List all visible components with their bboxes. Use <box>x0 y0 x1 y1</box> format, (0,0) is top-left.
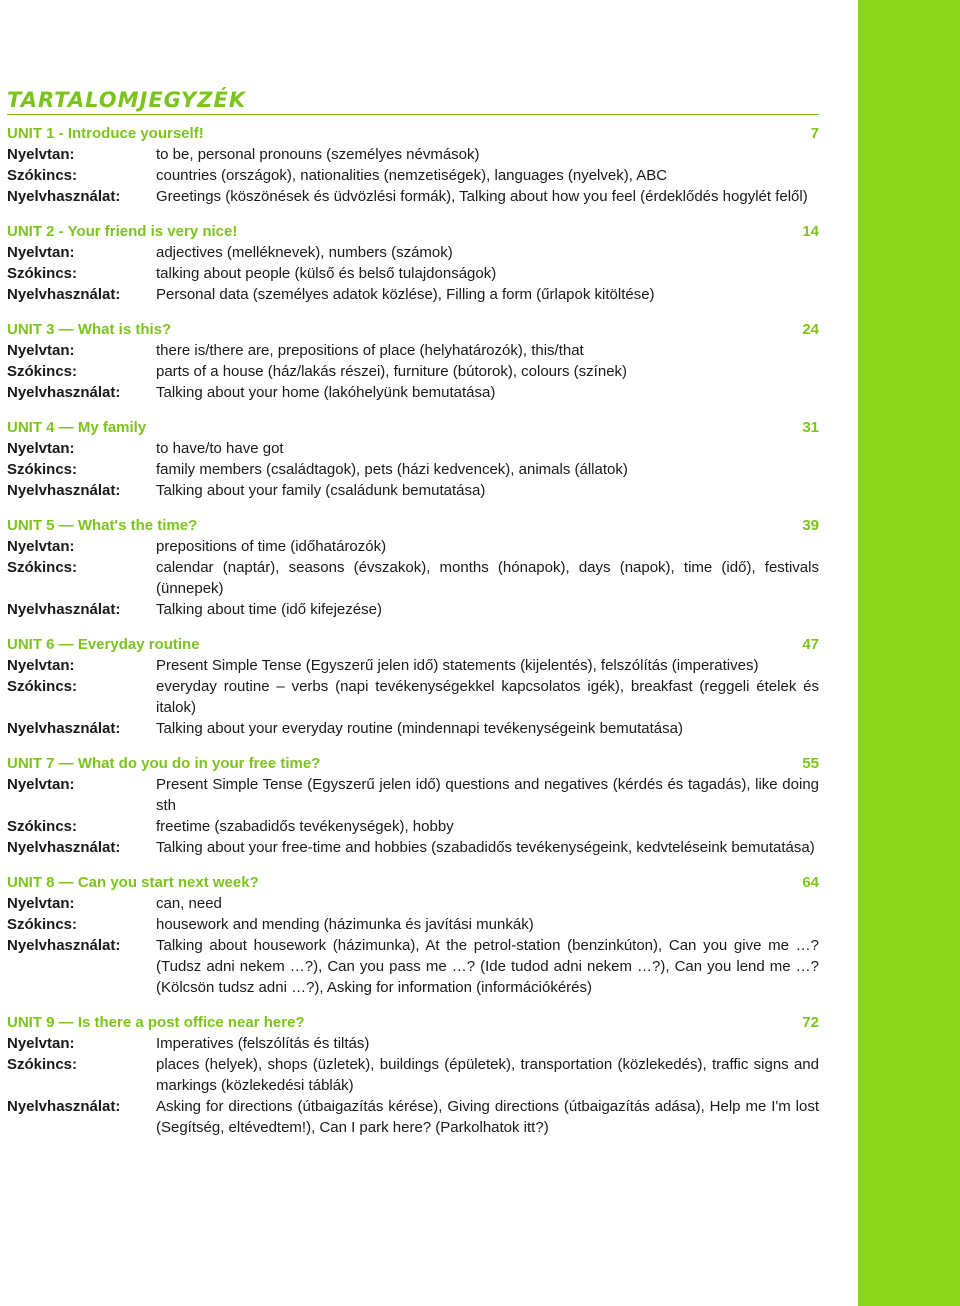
unit-detail-row <box>7 438 819 459</box>
row-text: adjectives (melléknevek), numbers (számok) <box>156 244 453 261</box>
row-label: Szókincs: <box>7 461 78 478</box>
row-label: Nyelvhasználat: <box>7 286 121 303</box>
row-text: Talking about your home (lakóhelyünk bemutatása) <box>156 384 496 401</box>
unit-detail-row <box>7 893 819 914</box>
unit-detail-row <box>7 242 819 263</box>
unit-page-number: 39 <box>802 517 819 534</box>
unit-heading[interactable] <box>7 417 819 438</box>
row-label: Nyelvtan: <box>7 657 75 674</box>
row-label: Szókincs: <box>7 818 78 835</box>
row-text: Personal data (személyes adatok közlése), Filling a form (űrlapok kitöltése) <box>156 286 655 303</box>
toc-entry <box>7 753 819 858</box>
unit-detail-row <box>7 361 819 382</box>
row-text: to have/to have got <box>156 440 284 457</box>
unit-page-number: 31 <box>802 419 819 436</box>
row-text: there is/there are, prepositions of place (helyhatározók), this/that <box>156 342 584 359</box>
row-label: Nyelvtan: <box>7 1035 75 1052</box>
row-label: Szókincs: <box>7 559 78 576</box>
unit-page-number: 64 <box>802 874 819 891</box>
row-text: prepositions of time (időhatározók) <box>156 538 387 555</box>
unit-detail-row <box>7 340 819 361</box>
unit-detail-row <box>7 599 819 620</box>
toc-entry <box>7 221 819 305</box>
row-text: Talking about time (idő kifejezése) <box>156 601 382 618</box>
unit-detail-row <box>7 837 819 858</box>
unit-heading[interactable] <box>7 1012 819 1033</box>
row-text: talking about people (külső és belső tulajdonságok) <box>156 265 497 282</box>
unit-page-number: 7 <box>810 125 819 142</box>
row-text: Present Simple Tense (Egyszerű jelen idő) questions and negatives (kérdés és tagadás), like doing sth <box>156 776 819 814</box>
unit-detail-row <box>7 718 819 739</box>
row-label: Szókincs: <box>7 1056 78 1073</box>
unit-detail-row <box>7 1096 819 1138</box>
row-label: Nyelvtan: <box>7 895 75 912</box>
unit-detail-row <box>7 459 819 480</box>
row-label: Szókincs: <box>7 916 78 933</box>
unit-heading[interactable] <box>7 123 819 144</box>
row-text: housework and mending (házimunka és javítási munkák) <box>156 916 534 933</box>
toc-entry <box>7 123 819 207</box>
unit-detail-row <box>7 816 819 837</box>
row-text: can, need <box>156 895 222 912</box>
unit-title: UNIT 8 — Can you start next week? <box>7 874 259 891</box>
row-text: Talking about your family (családunk bemutatása) <box>156 482 486 499</box>
unit-title: UNIT 5 — What's the time? <box>7 517 198 534</box>
unit-detail-row <box>7 536 819 557</box>
row-label: Nyelvhasználat: <box>7 1098 121 1115</box>
unit-list <box>7 123 819 1138</box>
unit-detail-row <box>7 655 819 676</box>
unit-detail-row <box>7 935 819 998</box>
row-label: Nyelvtan: <box>7 776 75 793</box>
row-text: Imperatives (felszólítás és tiltás) <box>156 1035 370 1052</box>
unit-heading[interactable] <box>7 872 819 893</box>
unit-page-number: 24 <box>802 321 819 338</box>
row-text: Asking for directions (útbaigazítás kérése), Giving directions (útbaigazítás adása), Help me I'm lost (Segítség, eltévedtem!), Can I park here? (Parkolhatok itt?) <box>156 1098 819 1136</box>
unit-detail-row <box>7 480 819 501</box>
unit-heading[interactable] <box>7 515 819 536</box>
unit-title: UNIT 6 — Everyday routine <box>7 636 200 653</box>
row-label: Nyelvhasználat: <box>7 188 121 205</box>
unit-heading[interactable] <box>7 319 819 340</box>
toc-entry <box>7 319 819 403</box>
unit-heading[interactable] <box>7 753 819 774</box>
unit-title: UNIT 7 — What do you do in your free time? <box>7 755 321 772</box>
row-text: Talking about housework (házimunka), At the petrol-station (benzinkúton), Can you give me …? (Tudsz adni nekem …?), Can you pass me …? (Ide tudod adni nekem …?), Can you lend me …? (Kölcsön tudsz adni …?), Asking for information (információkérés) <box>156 937 819 996</box>
unit-title: UNIT 4 — My family <box>7 419 147 436</box>
row-label: Nyelvtan: <box>7 146 75 163</box>
unit-detail-row <box>7 284 819 305</box>
toc-entry <box>7 634 819 739</box>
unit-detail-row <box>7 144 819 165</box>
unit-page-number: 14 <box>802 223 819 240</box>
unit-title: UNIT 2 - Your friend is very nice! <box>7 223 238 240</box>
row-text: Talking about your everyday routine (mindennapi tevékenységeink bemutatása) <box>156 720 683 737</box>
row-text: calendar (naptár), seasons (évszakok), months (hónapok), days (napok), time (idő), festivals (ünnepek) <box>156 559 819 597</box>
row-label: Nyelvhasználat: <box>7 839 121 856</box>
row-label: Nyelvhasználat: <box>7 482 121 499</box>
row-label: Nyelvtan: <box>7 342 75 359</box>
row-label: Szókincs: <box>7 167 78 184</box>
row-label: Nyelvtan: <box>7 244 75 261</box>
toc-entry <box>7 872 819 998</box>
unit-detail-row <box>7 676 819 718</box>
table-of-contents <box>7 88 819 1152</box>
unit-detail-row <box>7 1054 819 1096</box>
row-text: Present Simple Tense (Egyszerű jelen idő) statements (kijelentés), felszólítás (imperatives) <box>156 657 759 674</box>
title-underline <box>7 114 819 115</box>
row-text: family members (családtagok), pets (házi kedvencek), animals (állatok) <box>156 461 628 478</box>
row-label: Nyelvtan: <box>7 538 75 555</box>
unit-detail-row <box>7 186 819 207</box>
row-text: freetime (szabadidős tevékenységek), hobby <box>156 818 454 835</box>
row-label: Nyelvhasználat: <box>7 384 121 401</box>
unit-detail-row <box>7 165 819 186</box>
row-text: to be, personal pronouns (személyes névmások) <box>156 146 480 163</box>
unit-page-number: 72 <box>802 1014 819 1031</box>
row-text: everyday routine – verbs (napi tevékenységekkel kapcsolatos igék), breakfast (reggeli ételek és italok) <box>156 678 819 716</box>
row-text: countries (országok), nationalities (nemzetiségek), languages (nyelvek), ABC <box>156 167 668 184</box>
row-label: Nyelvtan: <box>7 440 75 457</box>
row-label: Szókincs: <box>7 363 78 380</box>
unit-title: UNIT 3 — What is this? <box>7 321 172 338</box>
green-side-bar <box>858 0 960 1306</box>
unit-detail-row <box>7 557 819 599</box>
unit-heading[interactable] <box>7 221 819 242</box>
unit-page-number: 55 <box>802 755 819 772</box>
row-text: Talking about your free-time and hobbies (szabadidős tevékenységeink, kedvteléseink bemutatása) <box>156 839 815 856</box>
toc-entry <box>7 515 819 620</box>
unit-detail-row <box>7 914 819 935</box>
toc-entry <box>7 1012 819 1138</box>
row-label: Nyelvhasználat: <box>7 937 121 954</box>
toc-entry <box>7 417 819 501</box>
page-title: TARTALOMJEGYZÉK <box>7 88 247 112</box>
row-label: Szókincs: <box>7 678 78 695</box>
unit-heading[interactable] <box>7 634 819 655</box>
unit-page-number: 47 <box>802 636 819 653</box>
unit-detail-row <box>7 1033 819 1054</box>
unit-detail-row <box>7 382 819 403</box>
row-text: places (helyek), shops (üzletek), buildings (épületek), transportation (közlekedés), traffic signs and markings (közlekedési táblák) <box>156 1056 819 1094</box>
row-text: Greetings (köszönések és üdvözlési formák), Talking about how you feel (érdeklődés hogylét felől) <box>156 188 808 205</box>
row-text: parts of a house (ház/lakás részei), furniture (bútorok), colours (színek) <box>156 363 628 380</box>
unit-title: UNIT 9 — Is there a post office near here? <box>7 1014 305 1031</box>
row-label: Nyelvhasználat: <box>7 720 121 737</box>
row-label: Szókincs: <box>7 265 78 282</box>
unit-detail-row <box>7 774 819 816</box>
row-label: Nyelvhasználat: <box>7 601 121 618</box>
unit-title: UNIT 1 - Introduce yourself! <box>7 125 204 142</box>
unit-detail-row <box>7 263 819 284</box>
